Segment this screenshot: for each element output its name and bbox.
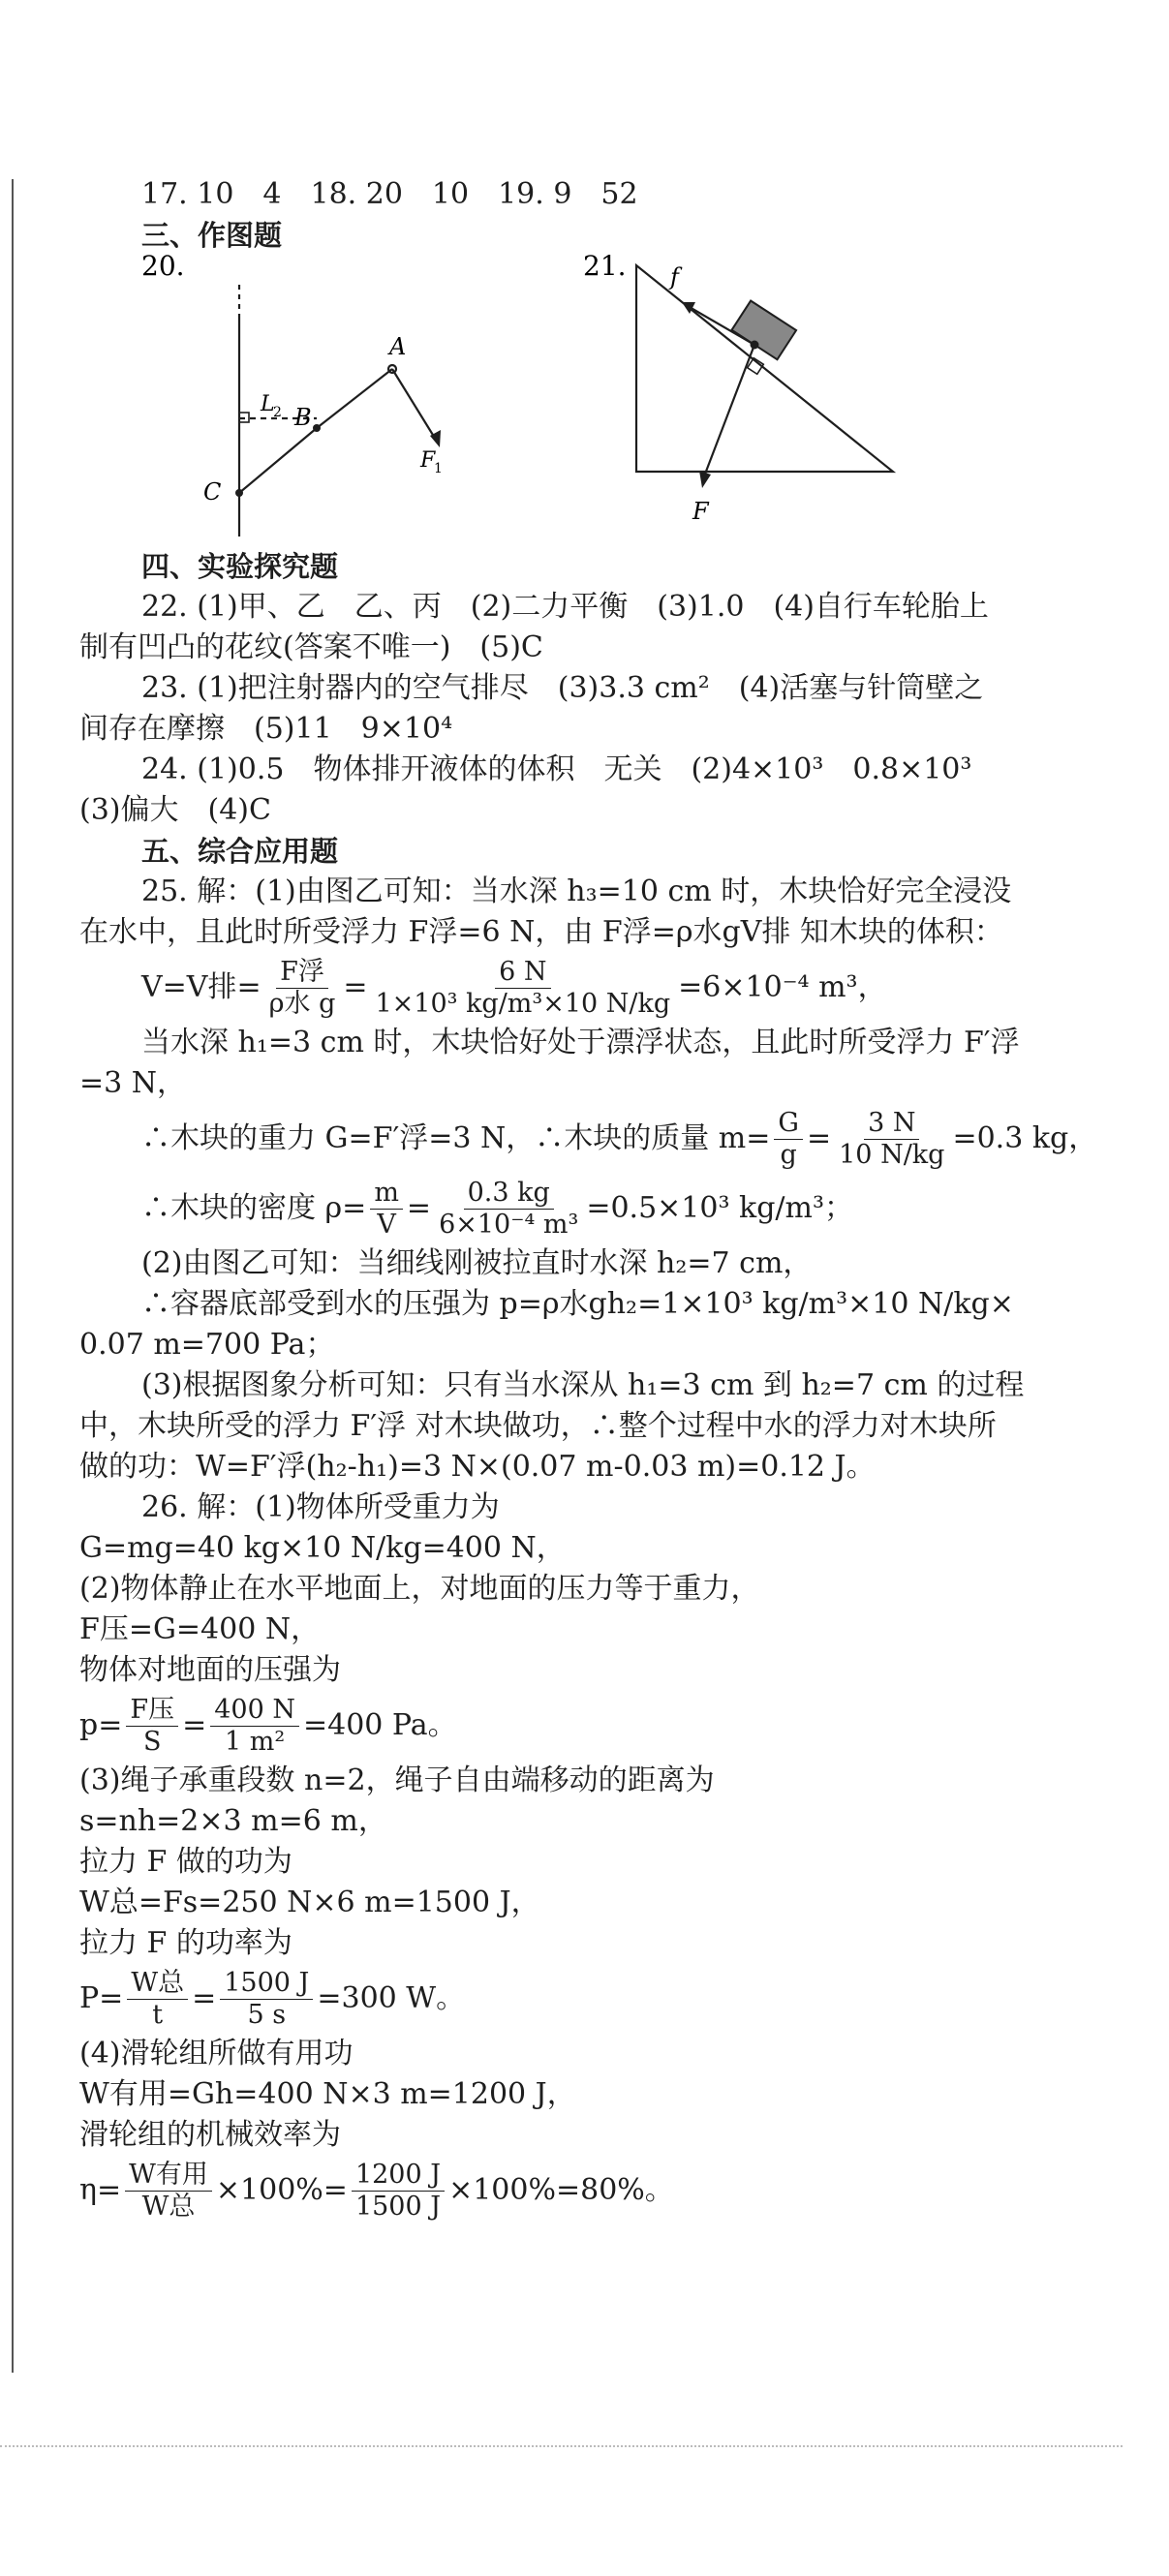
fraction: $\frac{1500 J}{5 s}$ bbox=[220, 1968, 313, 2031]
fig20-label-a: A bbox=[389, 333, 407, 360]
section-4-heading: 四、实验探究题 bbox=[141, 550, 339, 583]
fig20-label-l2: L bbox=[261, 392, 275, 416]
fraction: $\frac{\text{F浮}}{\text{ρ水 g}}$ bbox=[268, 956, 336, 1019]
q26-line-5: 物体对地面的压强为 bbox=[79, 1653, 341, 1687]
q25-line-10: 做的功：W=F′浮(h₂-h₁)=3 N×(0.07 m-0.03 m)=0.12 J。 bbox=[79, 1450, 876, 1484]
q26-line-12: W有用=Gh=400 N×3 m=1200 J， bbox=[79, 2077, 576, 2111]
fraction: $\frac{\text{W总}}{t}$ bbox=[127, 1968, 188, 2031]
fraction: $\frac{\text{F压}}{S}$ bbox=[126, 1695, 178, 1758]
fraction: $\frac{G}{g}$ bbox=[774, 1108, 803, 1171]
bottom-dotted-rule bbox=[0, 2445, 1123, 2447]
q25-volume-equation: V=V排= $\frac{\text{F浮}}{\text{ρ水 g}}$ = $\frac{6 N}{\text{1×10³ kg/m³×10 N/kg}}$ =6×10⁻⁴ m³， bbox=[141, 956, 887, 1019]
q26-line-11: (4)滑轮组所做有用功 bbox=[79, 2037, 354, 2070]
q26-pressure-equation: p= $\frac{\text{F压}}{S}$ = $\frac{400 N}{\text{1 m²}}$ =400 Pa。 bbox=[79, 1694, 457, 1757]
q25-mass-equation: ∴木块的重力 G=F′浮=3 N，∴木块的质量 m= $\frac{G}{g}$ = $\frac{3 N}{10 N/kg}$ =0.3 kg， bbox=[141, 1107, 1098, 1170]
q24-line-1: 24. (1)0.5 物体排开液体的体积 无关 (2)4×10³ 0.8×10³ bbox=[141, 752, 972, 786]
q26-line-3: (2)物体静止在水平地面上，对地面的压力等于重力， bbox=[79, 1572, 760, 1606]
fig20-point-b bbox=[313, 424, 321, 432]
fig20-point-c bbox=[235, 489, 243, 497]
q24-line-2: (3)偏大 (4)C bbox=[79, 793, 271, 827]
figure-row bbox=[79, 250, 1106, 546]
q25-line-2: 在水中，且此时所受浮力 F浮=6 N，由 F浮=ρ水gV排 知木块的体积： bbox=[79, 915, 1003, 949]
q25-line-3: 当水深 h₁=3 cm 时，木块恰好处于漂浮状态，且此时所受浮力 F′浮 bbox=[141, 1026, 1020, 1059]
fraction: $\frac{0.3 kg}{\text{6×10⁻⁴ m³}}$ bbox=[439, 1177, 579, 1240]
q25-line-1: 25. 解：(1)由图乙可知：当水深 h₃=10 cm 时，木块恰好完全浸没 bbox=[141, 874, 1012, 908]
q22-line-2: 制有凹凸的花纹(答案不唯一) (5)C bbox=[79, 630, 543, 664]
q22-line-1: 22. (1)甲、乙 乙、丙 (2)二力平衡 (3)1.0 (4)自行车轮胎上 bbox=[141, 590, 989, 624]
answer-page bbox=[79, 174, 1106, 2225]
fraction: $\frac{m}{V}$ bbox=[370, 1178, 403, 1241]
fig20-label-f1: F bbox=[420, 448, 436, 473]
q26-power-equation: P= $\frac{\text{W总}}{t}$ = $\frac{1500 J}{5 s}$ =300 W。 bbox=[79, 1967, 466, 2030]
fraction: $\frac{6 N}{\text{1×10³ kg/m³×10 N/kg}}$ bbox=[375, 956, 671, 1019]
fig20-label-b: B bbox=[294, 404, 312, 431]
q23-line-1: 23. (1)把注射器内的空气排尽 (3)3.3 cm² (4)活塞与针筒壁之 bbox=[141, 671, 984, 705]
fraction: $\frac{1200 J}{1500 J}$ bbox=[352, 2160, 445, 2223]
q26-line-6: (3)绳子承重段数 n=2，绳子自由端移动的距离为 bbox=[79, 1763, 715, 1797]
q26-line-4: F压=G=400 N， bbox=[79, 1612, 321, 1646]
q26-line-9: W总=Fs=250 N×6 m=1500 J， bbox=[79, 1886, 540, 1919]
q26-line-2: G=mg=40 kg×10 N/kg=400 N， bbox=[79, 1531, 566, 1565]
fig21-incline-diagram bbox=[636, 265, 893, 476]
fig21-label-f: f bbox=[670, 263, 679, 291]
fig21-number: 21. bbox=[583, 250, 627, 282]
fraction: $\frac{3 N}{10 N/kg}$ bbox=[839, 1107, 945, 1170]
section-3-heading: 三、作图题 bbox=[141, 219, 283, 252]
left-margin-line bbox=[12, 179, 14, 2373]
fig20-lever-ba-left bbox=[317, 369, 392, 428]
q25-line-5: (2)由图乙可知：当细线刚被拉直时水深 h₂=7 cm， bbox=[141, 1246, 813, 1280]
q25-line-8: (3)根据图象分析可知：只有当水深从 h₁=3 cm 到 h₂=7 cm 的过程 bbox=[141, 1368, 1025, 1402]
fraction: $\frac{400 N}{\text{1 m²}}$ bbox=[210, 1695, 299, 1758]
fig20-lever-a-right bbox=[392, 369, 436, 440]
fig20-number: 20. bbox=[141, 250, 185, 282]
q25-line-9: 中，木块所受的浮力 F′浮 对木块做功，∴整个过程中水的浮力对木块所 bbox=[79, 1409, 997, 1443]
fig20-lever-cb bbox=[239, 428, 317, 493]
drawings-svg bbox=[79, 246, 1106, 537]
answers-17-19: 17. 10 4 18. 20 10 19. 9 52 bbox=[141, 177, 638, 211]
fig21-force-f-line bbox=[704, 345, 754, 476]
q26-efficiency-equation: η= $\frac{\text{W有用}}{\text{W总}}$ ×100%= $\frac{1200 J}{1500 J}$ ×100%=80%。 bbox=[79, 2159, 674, 2222]
q26-line-7: s=nh=2×3 m=6 m， bbox=[79, 1804, 387, 1838]
q26-line-1: 26. 解：(1)物体所受重力为 bbox=[141, 1490, 500, 1524]
fig21-label-F: F bbox=[692, 498, 709, 525]
fig20-label-l2-sub: 2 bbox=[273, 405, 282, 420]
fraction: $\frac{\text{W有用}}{\text{W总}}$ bbox=[125, 2160, 212, 2223]
q23-line-2: 间存在摩擦 (5)11 9×10⁴ bbox=[79, 712, 453, 746]
q25-line-4: =3 N， bbox=[79, 1066, 187, 1100]
fig20-label-f1-sub: 1 bbox=[434, 461, 443, 476]
q25-line-6: ∴容器底部受到水的压强为 p=ρ水gh₂=1×10³ kg/m³×10 N/kg× bbox=[141, 1287, 1014, 1321]
section-5-heading: 五、综合应用题 bbox=[141, 835, 339, 868]
q25-line-7: 0.07 m=700 Pa； bbox=[79, 1328, 335, 1362]
fig20-label-c: C bbox=[203, 478, 222, 506]
q26-line-10: 拉力 F 的功率为 bbox=[79, 1926, 292, 1960]
q25-density-equation: ∴木块的密度 ρ= $\frac{m}{V}$ = $\frac{0.3 kg}{\text{6×10⁻⁴ m³}}$ =0.5×10³ kg/m³； bbox=[141, 1177, 853, 1240]
fig21-incline bbox=[636, 265, 893, 472]
q26-line-8: 拉力 F 做的功为 bbox=[79, 1845, 292, 1879]
fig21-center-point bbox=[751, 341, 759, 350]
fig21-f-arrowhead bbox=[699, 471, 711, 488]
q26-line-13: 滑轮组的机械效率为 bbox=[79, 2118, 341, 2152]
